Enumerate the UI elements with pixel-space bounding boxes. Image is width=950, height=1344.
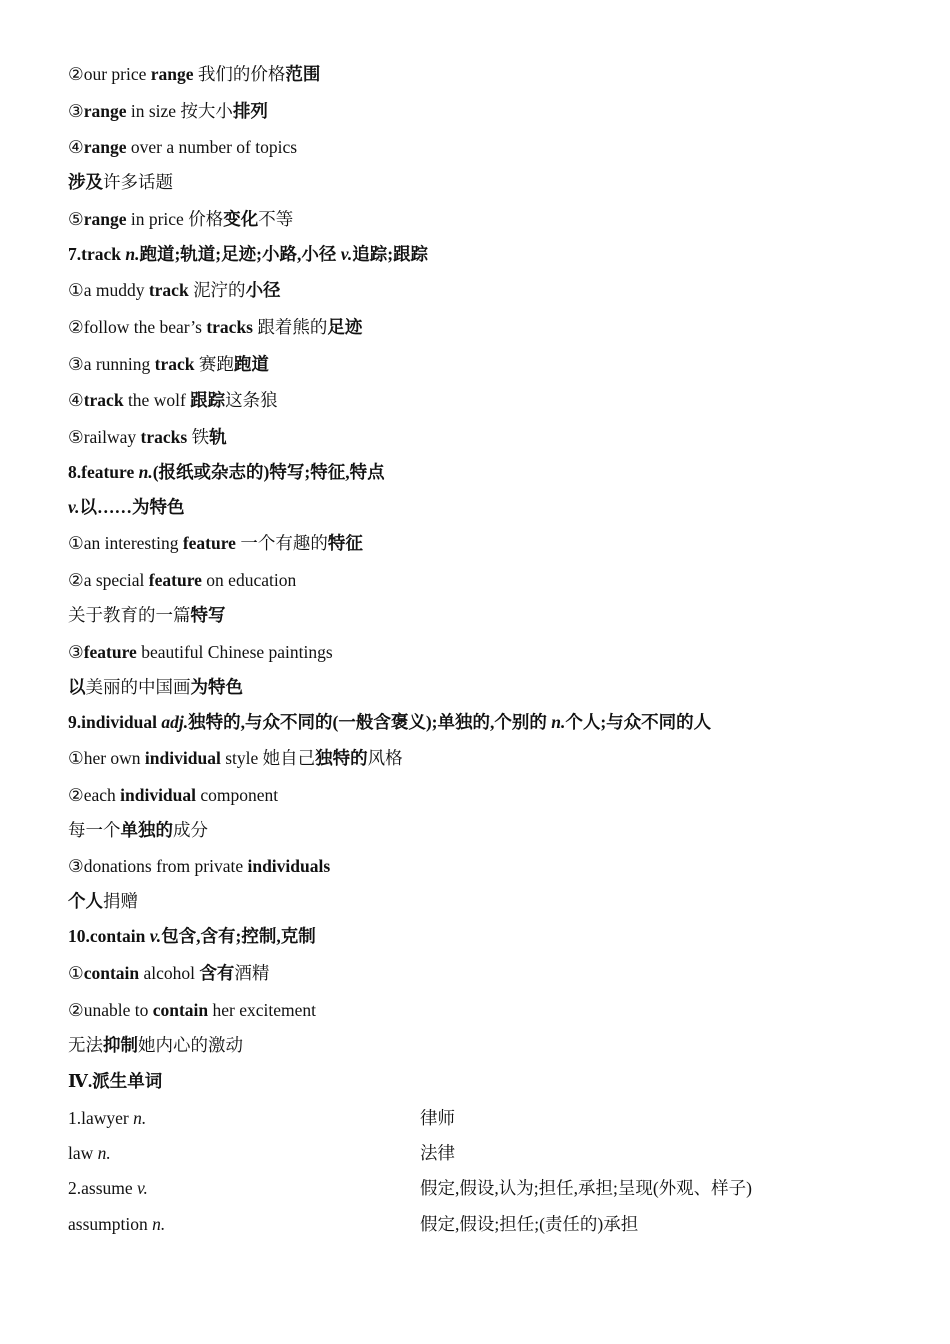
text-run: 包含,含有;控制,克制	[161, 926, 316, 947]
text-line	[68, 531, 888, 555]
text-line	[68, 135, 888, 159]
part-of-speech: n.	[97, 1142, 111, 1163]
text-run: 小径	[245, 280, 281, 301]
text-line	[68, 746, 888, 770]
text-run: 10.	[68, 926, 90, 947]
text-line	[68, 889, 888, 913]
text-run: ⑤	[68, 208, 84, 229]
text-run: 每一个	[68, 819, 121, 840]
text-run: n.	[551, 711, 566, 732]
text-run: individuals	[247, 856, 331, 877]
text-run: 我们的价格	[193, 64, 286, 84]
meaning: 律师	[420, 1107, 455, 1128]
text-line	[68, 99, 888, 123]
text-line	[68, 242, 888, 266]
text-run: 关于教育的一篇	[68, 604, 191, 625]
word: 2.assume	[68, 1177, 138, 1198]
text-run: 不等	[258, 208, 294, 229]
text-line	[68, 1033, 888, 1057]
text-run: 个人;与众不同的人	[565, 711, 712, 732]
text-line	[68, 207, 888, 231]
text-run: 跑道;轨道;足迹;小路,小径	[139, 243, 341, 264]
text-line	[68, 998, 888, 1022]
text-line	[68, 961, 888, 985]
text-run: 跟踪	[190, 390, 226, 411]
text-run: 轨	[209, 426, 227, 447]
text-run: 美丽的中国画	[85, 676, 191, 697]
text-run: 无法	[68, 1034, 103, 1055]
text-run: ③	[68, 641, 84, 662]
text-run: 7.	[68, 243, 82, 264]
text-run: range	[83, 100, 127, 121]
text-run: 单独的	[120, 819, 173, 840]
text-run: track	[154, 353, 195, 374]
text-run: ③	[68, 100, 84, 121]
text-line	[68, 170, 888, 194]
text-run: ②a special	[68, 569, 149, 590]
text-run: 赛跑	[194, 353, 234, 374]
text-line	[68, 425, 888, 449]
derived-word-row	[68, 1106, 888, 1130]
text-run: n.	[138, 461, 153, 482]
text-run: ②each	[68, 784, 121, 805]
text-run: tracks	[140, 426, 188, 447]
text-run: 变化	[223, 208, 259, 229]
text-run: individual	[81, 711, 162, 732]
text-run: 以……为特色	[79, 496, 185, 517]
text-run: 酒精	[234, 962, 270, 983]
meaning: 假定,假设;担任;(责任的)承担	[420, 1214, 639, 1235]
text-line	[68, 854, 888, 878]
meaning: 假定,假设,认为;担任,承担;呈现(外观、样子)	[420, 1177, 753, 1198]
text-line	[68, 568, 888, 592]
text-run: feature	[182, 533, 236, 554]
text-run: component	[196, 784, 279, 805]
text-run: ①a muddy	[68, 280, 149, 301]
text-line	[68, 924, 888, 948]
text-line	[68, 1069, 888, 1093]
text-run: 排列	[232, 100, 268, 121]
text-run: ②our price	[68, 64, 151, 84]
text-line	[68, 710, 888, 734]
text-run: tracks	[206, 316, 253, 337]
text-run: contain	[152, 999, 209, 1020]
text-run: 捐赠	[103, 891, 138, 912]
text-line	[68, 315, 888, 339]
text-run: ①an interesting	[68, 533, 183, 554]
derived-word-row	[68, 1212, 888, 1236]
text-run: the wolf	[123, 390, 191, 411]
text-run: 跑道	[233, 353, 269, 374]
text-run: style 她自己	[220, 748, 316, 769]
text-run: in price 价格	[126, 208, 224, 229]
text-run: adj.	[161, 711, 189, 732]
text-line	[68, 62, 888, 86]
text-line	[68, 460, 888, 484]
text-run: ⑤railway	[68, 426, 141, 447]
text-run: 泥泞的	[188, 280, 246, 301]
text-line	[68, 278, 888, 302]
meaning: 法律	[420, 1142, 455, 1163]
text-run: 以	[68, 676, 86, 697]
text-run: 追踪;跟踪	[352, 243, 429, 264]
text-run: 独特的	[315, 748, 368, 769]
text-run: 独特的,与众不同的(一般含褒义);单独的,个别的	[188, 711, 552, 732]
text-run: 她内心的激动	[138, 1034, 243, 1055]
text-run: on education	[201, 569, 297, 590]
text-line	[68, 818, 888, 842]
text-run: 风格	[367, 748, 403, 769]
text-run: range	[83, 208, 127, 229]
text-run: 8.	[68, 461, 82, 482]
text-run: contain	[83, 962, 140, 983]
text-run: 这条狼	[225, 390, 278, 411]
text-run: v.	[340, 243, 353, 264]
text-run: v.	[68, 496, 80, 517]
derived-word-row	[68, 1176, 888, 1200]
vocabulary-lines	[68, 62, 888, 1093]
part-of-speech: n.	[152, 1214, 166, 1235]
word: law	[68, 1142, 98, 1163]
text-run: 个人	[68, 891, 103, 912]
text-run: in size 按大小	[126, 100, 233, 121]
text-run: track	[81, 243, 126, 264]
text-run: individual	[120, 784, 197, 805]
text-run: Ⅳ.派生单词	[68, 1071, 163, 1092]
part-of-speech: v.	[137, 1177, 148, 1198]
text-run: 含有	[199, 962, 235, 983]
text-run: track	[83, 390, 124, 411]
text-run: ①her own	[68, 748, 145, 769]
text-run: (报纸或杂志的)特写;特征,特点	[152, 461, 385, 482]
text-run: 涉及	[68, 172, 103, 193]
text-run: 足迹	[327, 316, 363, 337]
text-run: 特征	[327, 533, 363, 554]
text-run: 许多话题	[103, 172, 173, 193]
text-run: individual	[144, 748, 221, 769]
text-run: ④	[68, 390, 84, 411]
derived-word-row	[68, 1141, 888, 1165]
text-run: 特写	[190, 604, 226, 625]
text-line	[68, 352, 888, 376]
text-run: feature	[83, 641, 137, 662]
text-run: ②unable to	[68, 999, 153, 1020]
text-run: ①	[68, 962, 84, 983]
document-page	[68, 62, 888, 1236]
text-run: ③a running	[68, 353, 155, 374]
word-cell	[68, 1106, 420, 1130]
text-run: alcohol	[139, 962, 200, 983]
text-run: 铁	[187, 426, 210, 447]
text-run: feature	[81, 461, 139, 482]
word-cell	[68, 1212, 420, 1236]
text-line	[68, 495, 888, 519]
text-run: ②follow the bear’s	[68, 316, 207, 337]
text-run: contain	[89, 926, 150, 947]
text-run: 跟着熊的	[252, 316, 328, 337]
text-run: beautiful Chinese paintings	[136, 641, 333, 662]
text-line	[68, 640, 888, 664]
text-run: her excitement	[208, 999, 317, 1020]
part-of-speech: n.	[133, 1107, 147, 1128]
text-run: track	[148, 280, 189, 301]
text-run: 为特色	[190, 676, 243, 697]
text-run: feature	[148, 569, 202, 590]
text-line	[68, 603, 888, 627]
word-cell	[68, 1141, 420, 1165]
text-run: 抑制	[103, 1034, 138, 1055]
text-run: 成分	[173, 819, 208, 840]
text-run: 9.	[68, 711, 82, 732]
word: 1.lawyer	[68, 1107, 134, 1128]
word: assumption	[68, 1214, 153, 1235]
text-line	[68, 388, 888, 412]
text-run: range	[83, 137, 127, 158]
text-run: 一个有趣的	[235, 533, 328, 554]
text-run: 范围	[285, 64, 321, 84]
text-run: over a number of topics	[126, 137, 298, 158]
text-run: ③donations from private	[68, 856, 248, 877]
text-line	[68, 675, 888, 699]
text-run: range	[150, 64, 194, 84]
word-cell	[68, 1176, 420, 1200]
text-line	[68, 783, 888, 807]
derived-words-table	[68, 1106, 888, 1237]
text-run: v.	[149, 926, 162, 947]
text-run: n.	[125, 243, 140, 264]
text-run: ④	[68, 137, 84, 158]
